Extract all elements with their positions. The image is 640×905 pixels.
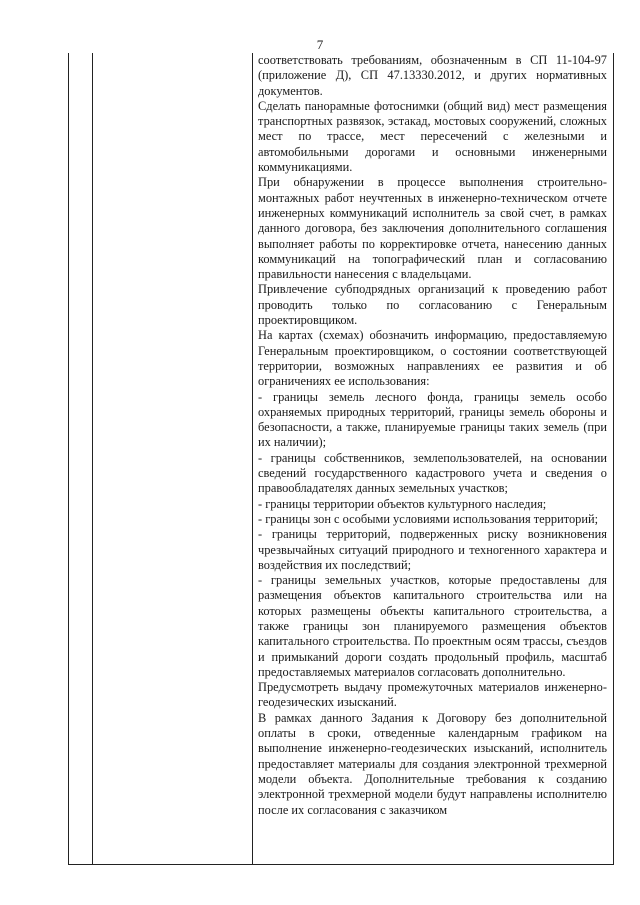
paragraph: Привлечение субподрядных организаций к проведению работ проводить только по согласованию с Генеральным проектировщиком. <box>258 282 607 328</box>
list-item: - границы территорий, подверженных риску возникновения чрезвычайных ситуаций природного и техногенного характера и воздействия их последствий; <box>258 527 607 572</box>
column-divider-2 <box>252 53 253 864</box>
paragraph: Предусмотреть выдачу промежуточных материалов инженерно-геодезических изысканий. <box>258 680 607 710</box>
column-divider-1 <box>92 53 93 864</box>
list-item: - границы территории объектов культурного наследия; <box>258 496 547 511</box>
paragraph: соответствовать требованиям, обозначенным в СП 11-104-97 (приложение Д), СП 47.13330.2012, и других нормативных документов. <box>258 53 607 98</box>
paragraph: При обнаружении в процессе выполнения строительно-монтажных работ неучтенных в инженерно-техническом отчете инженерных коммуникаций исполнитель за свой счет, в рамках данного договора, без заключения дополнительного соглашения выполняет работы по корректировке отчета, нанесению данных коммуникаций на топографический план и согласованию правильности нанесения с владельцами. <box>258 175 607 282</box>
list-item: - границы земель лесного фонда, границы земель особо охраняемых природных территорий, границы земель обороны и безопасности, а также, планируемые границы таких земель (при их наличии); <box>258 389 607 450</box>
list-item: - границы земельных участков, которые предоставлены для размещения объектов капитального строительства или на которых размещены объекты капитального строительства, а также границы зон планируемого размещения объектов капитального строительства. По проектным осям трассы, съездов и примыканий дороги создать продольный профиль, масштаб предоставляемых материалов согласовать дополнительно. <box>258 573 607 679</box>
page-number: 7 <box>316 37 324 52</box>
list-item: - границы собственников, землепользователей, на основании сведений государственного кадастрового учета и сведения о правообладателях данных земельных участков; <box>258 450 607 496</box>
paragraph: Сделать панорамные фотоснимки (общий вид) мест размещения транспортных развязок, эстакад, мостовых сооружений, сложных мест по трассе, мест пересечений с железными и автомобильными дорогами и основными инженерными коммуникациями. <box>258 98 607 175</box>
paragraph: На картах (схемах) обозначить информацию, предоставляемую Генеральным проектировщиком, о состоянии соответствующей территории, возможных направлениях ее развития и об ограничениях ее использования: <box>258 328 607 389</box>
requirements-table <box>68 53 614 865</box>
requirements-text-cell <box>258 53 607 818</box>
paragraph: В рамках данного Задания к Договору без дополнительной оплаты в сроки, отведенные календарным графиком на выполнение инженерно-геодезических изысканий, исполнитель предоставляет материалы для создания электронной трехмерной модели объекта. Дополнительные требования к созданию электронной трехмерной модели будут направлены исполнителю после их согласования с заказчиком <box>258 710 607 817</box>
list-item: - границы зон с особыми условиями использования территорий; <box>258 511 599 526</box>
